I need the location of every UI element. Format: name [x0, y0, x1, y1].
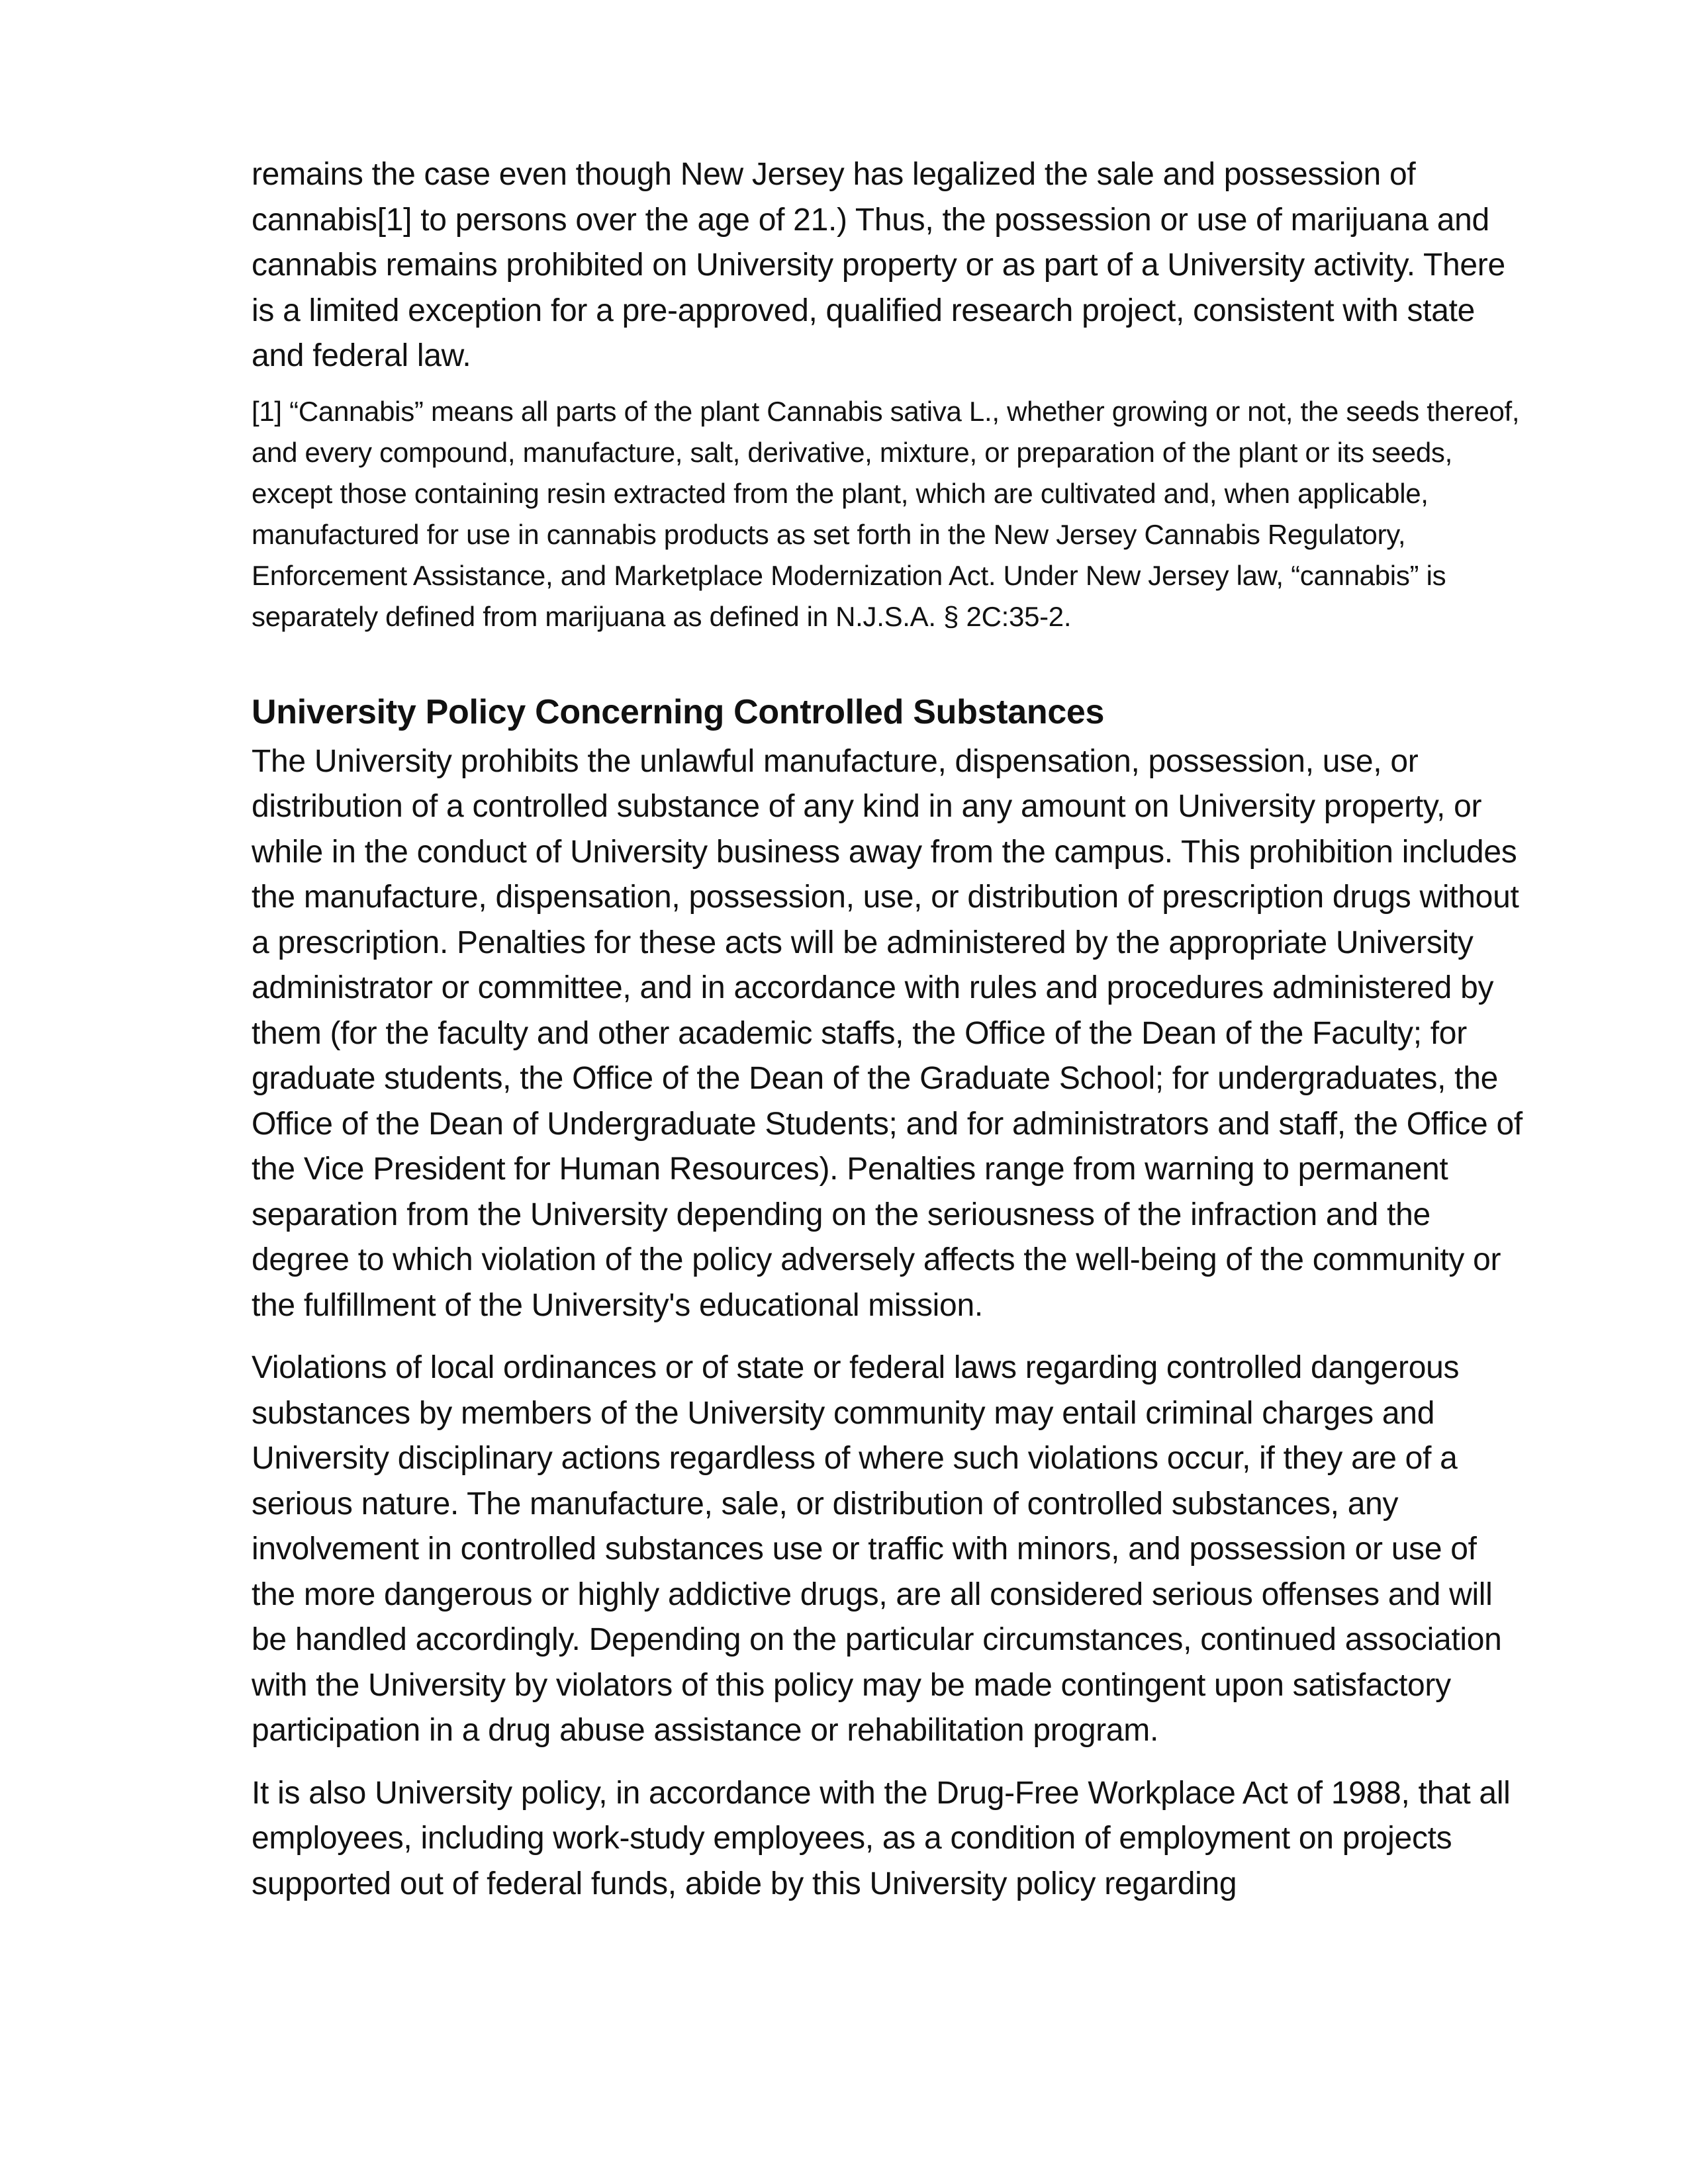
section-heading: University Policy Concerning Controlled Substances — [252, 692, 1105, 731]
policy-paragraph: The University prohibits the unlawful manufacture, dispensation, possession, use, or distribution of a controlled substance of any kind in any amount on University property, or while in the conduct of University business away from the campus. This prohibition includes the manufacture, dispensation, possession, use, or distribution of prescription drugs without a prescription. Penalties for these acts will be administered by the appropriate University administrator or committee, and in accordance with rules and procedures administered by them (for the faculty and other academic staffs, the Office of the Dean of the Faculty; for graduate students, the Office of the Dean of the Graduate School; for undergraduates, the Office of the Dean of Undergraduate Students; and for administrators and staff, the Office of the Vice President for Human Resources). Penalties range from warning to permanent separation from the University depending on the seriousness of the infraction and the degree to which violation of the policy adversely affects the well-being of the community or the fulfillment of the University's educational mission. — [252, 743, 1523, 1323]
document-page — [252, 152, 1523, 1907]
violations-paragraph: Violations of local ordinances or of state or federal laws regarding controlled dangerous substances by members of the University community may entail criminal charges and University disciplinary actions regardless of where such violations occur, if they are of a serious nature. The manufacture, sale, or distribution of controlled substances, any involvement in controlled substances use or traffic with minors, and possession or use of the more dangerous or highly addictive drugs, are all considered serious offenses and will be handled accordingly. Depending on the particular circumstances, continued association with the University by violators of this policy may be made contingent upon satisfactory participation in a drug abuse assistance or rehabilitation program. — [252, 1350, 1502, 1748]
footnote: [1] “Cannabis” means all parts of the plant Cannabis sativa L., whether growing or not, the seeds thereof, and every compound, manufacture, salt, derivative, mixture, or preparation of the plant or its seeds, except those containing resin extracted from the plant, which are cultivated and, when applicable, manufactured for use in cannabis products as set forth in the New Jersey Cannabis Regulatory, Enforcement Assistance, and Marketplace Modernization Act. Under New Jersey law, “cannabis” is separately defined from marijuana as defined in N.J.S.A. § 2C:35-2. — [252, 395, 1520, 632]
intro-paragraph: remains the case even though New Jersey has legalized the sale and possession of cannabis[1] to persons over the age of 21.) Thus, the possession or use of marijuana and cannabis remains prohibited on University property or as part of a University activity. There is a limited exception for a pre-approved, qualified research project, consistent with state and federal law. — [252, 157, 1505, 373]
drug-free-workplace-paragraph: It is also University policy, in accordance with the Drug-Free Workplace Act of 1988, that all employees, including work-study employees, as a condition of employment on projects supported out of federal funds, abide by this University policy regarding — [252, 1775, 1511, 1901]
